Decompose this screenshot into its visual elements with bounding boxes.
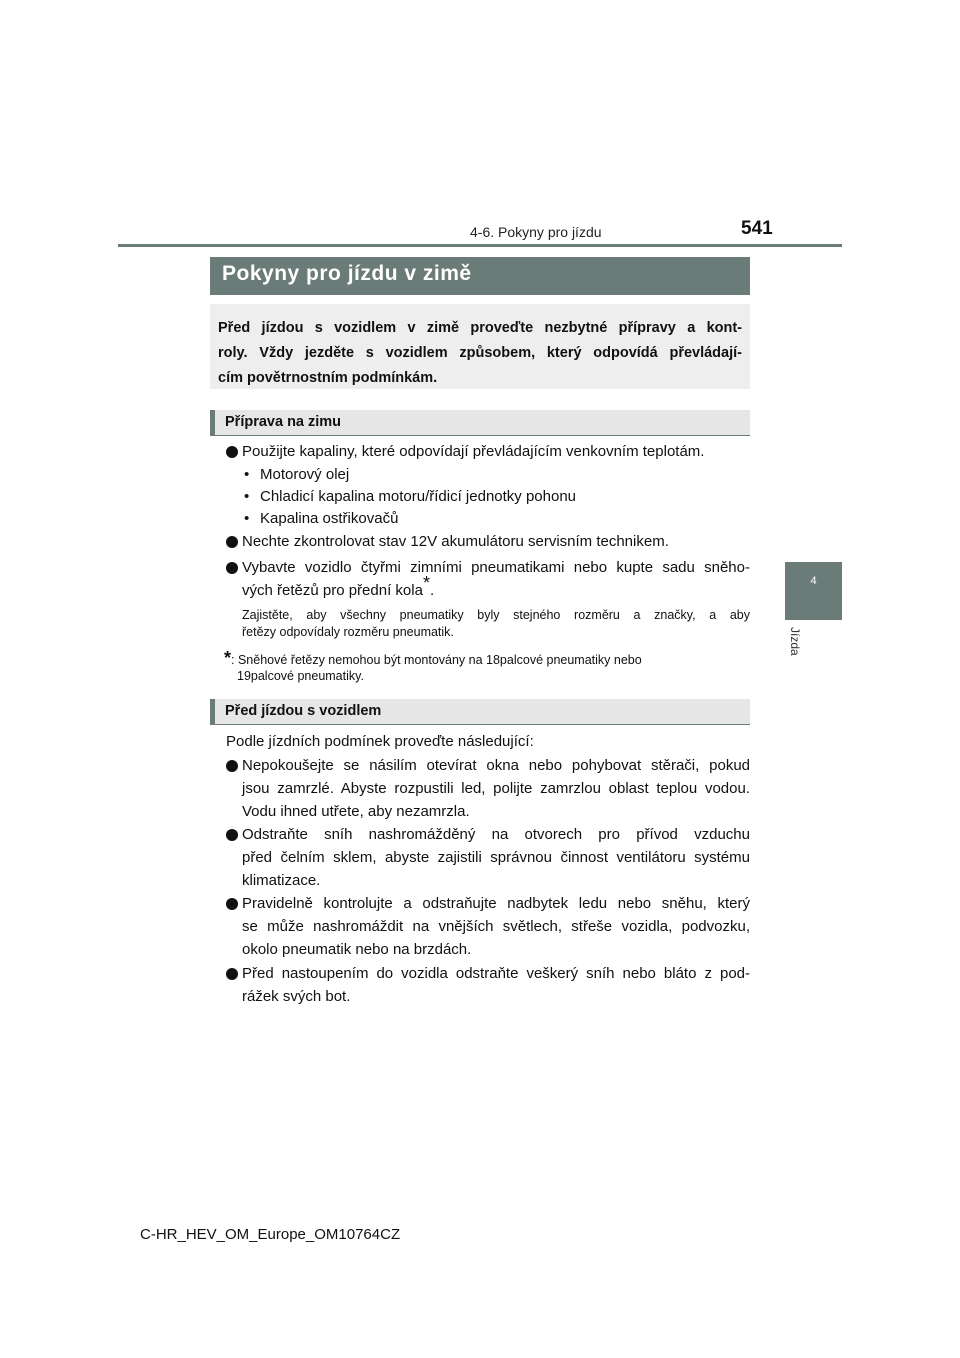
sub-list-item: Motorový olej [260,466,350,483]
list-item-period: . [429,582,435,599]
list-item-continuation: okolo pneumatik nebo na brzdách. [242,941,472,958]
section-heading-winter-prep [210,410,750,436]
list-item-text: vých řetězů pro přední kola [242,582,423,599]
bullet-icon [226,760,238,772]
lead-text: Podle jízdních podmínek proveďte následující: [226,733,534,750]
chapter-label-text: Jízda [788,627,802,656]
bullet-icon [226,829,238,841]
list-item: Odstraňte sníh nashromážděný na otvorech pro přívod vzduchu [242,826,750,843]
footnote-continuation: 19palcové pneumatiky. [237,669,364,683]
note-line: Zajistěte, aby všechny pneumatiky byly stejného rozměru a značky, a aby [242,608,750,622]
list-item: Před nastoupením do vozidla odstraňte veškerý sníh nebo bláto z pod- [242,965,750,982]
footnote-text: : Sněhové řetězy nemohou být montovány na 18palcové pneumatiky nebo [231,653,642,667]
section-heading-text: Příprava na zimu [225,414,342,430]
note-line: řetězy odpovídaly rozměru pneumatik. [242,625,454,639]
bullet-icon [226,968,238,980]
sub-list-item: Chladicí kapalina motoru/řídicí jednotky pohonu [260,488,577,505]
sub-bullet-icon: • [244,488,250,505]
list-item-continuation [242,573,435,599]
list-item: Použijte kapaliny, které odpovídají převládajícím venkovním teplotám. [242,443,705,460]
heading-accent-bar [210,699,215,725]
footnote-marker: * [422,573,430,593]
list-item-continuation: klimatizace. [242,872,321,889]
bullet-icon [226,898,238,910]
sub-list-item: Kapalina ostřikovačů [260,510,399,527]
heading-accent-bar [210,410,215,436]
bullet-icon [226,562,238,574]
list-item-continuation: před čelním sklem, abyste zajistili správnou činnost ventilátoru systému [242,849,750,866]
intro-box [210,304,750,389]
page-title-bar [210,257,750,295]
sub-bullet-icon: • [244,510,250,527]
list-item-continuation: Vodu ihned utřete, aby nezamrzla. [242,803,470,820]
list-item: Nechte zkontrolovat stav 12V akumulátoru servisním technikem. [242,533,669,550]
footnote [224,648,642,669]
section-heading-text: Před jízdou s vozidlem [225,703,382,719]
section-heading-before-driving [210,699,750,725]
bullet-icon [226,446,238,458]
list-item-continuation: rážek svých bot. [242,988,351,1005]
section-breadcrumb: 4-6. Pokyny pro jízdu [470,224,602,240]
list-item: Vybavte vozidlo čtyřmi zimními pneumatikami nebo kupte sadu sněho- [242,559,750,576]
intro-line: roly. Vždy jezděte s vozidlem způsobem, který odpovídá převládají- [218,345,742,361]
chapter-number: 4 [810,575,817,587]
list-item-continuation: se může nashromáždit na vnějších světlech, střeše vozidla, podvozku, [242,918,750,935]
page-title: Pokyny pro jízdu v zimě [222,262,472,285]
page-number: 541 [741,218,773,239]
footnote-marker: * [224,648,232,668]
list-item: Pravidelně kontrolujte a odstraňujte nadbytek ledu nebo sněhu, který [242,895,750,912]
sub-bullet-icon: • [244,466,250,483]
intro-line: Před jízdou s vozidlem v zimě proveďte nezbytné přípravy a kont- [218,320,742,336]
list-item-continuation: jsou zamrzlé. Abyste rozpustili led, polijte zamrzlou oblast teplou vodou. [242,780,750,797]
header-rule [118,244,842,247]
list-item: Nepokoušejte se násilím otevírat okna nebo pohybovat stěrači, pokud [242,757,750,774]
chapter-label [776,627,811,667]
document-code: C-HR_HEV_OM_Europe_OM10764CZ [140,1226,401,1243]
chapter-tab [785,562,842,620]
bullet-icon [226,536,238,548]
intro-line: cím povětrnostním podmínkám. [218,370,438,386]
